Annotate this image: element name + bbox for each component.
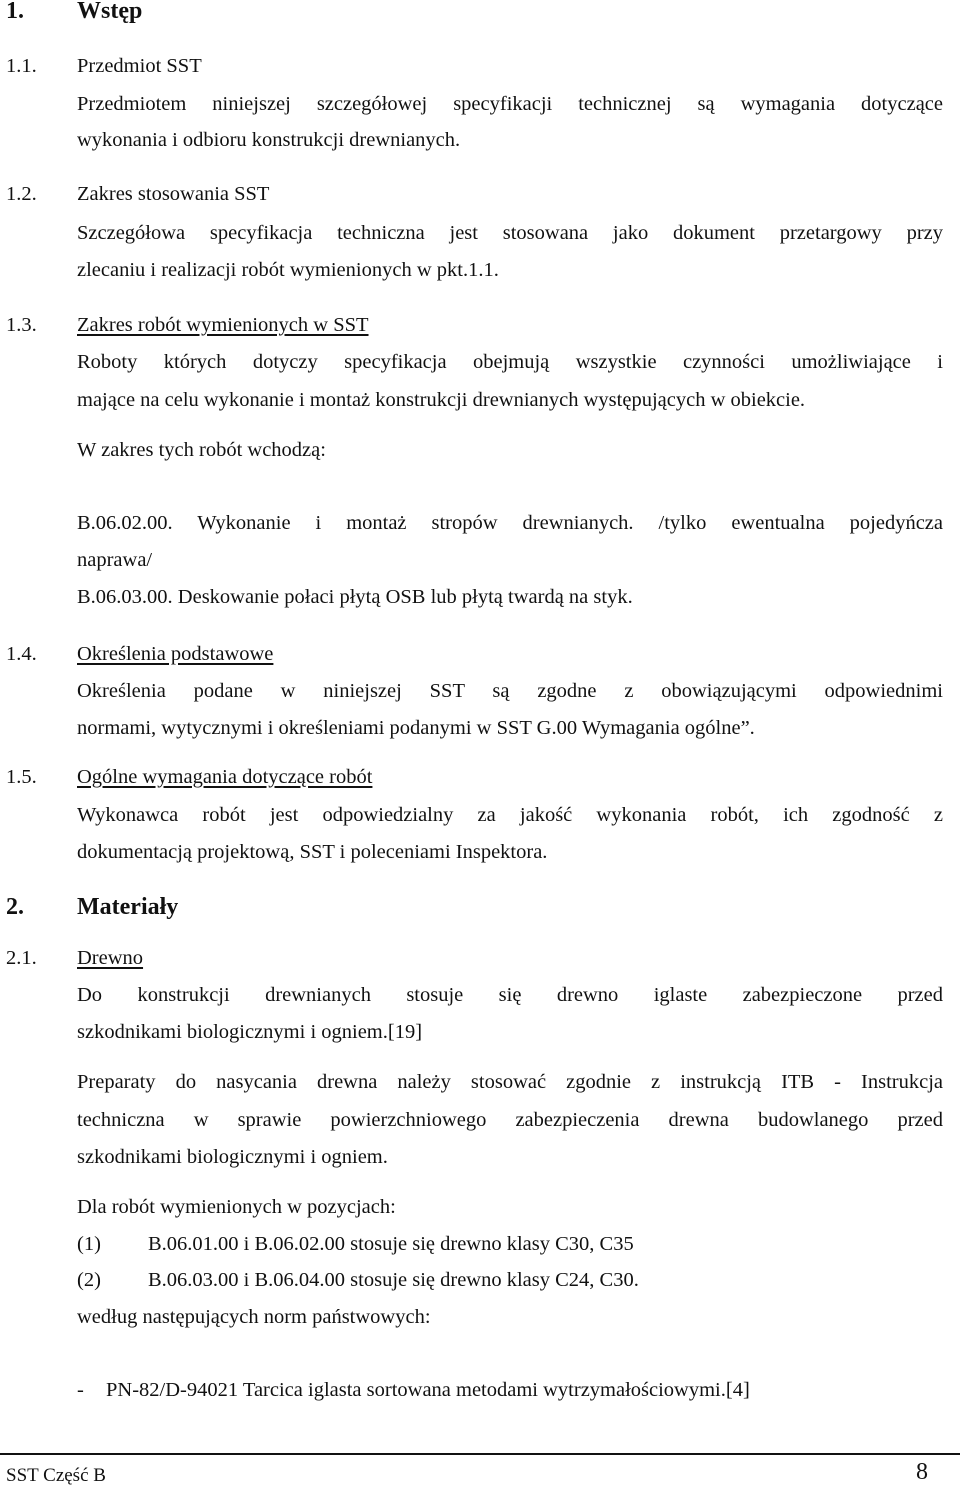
section-1-number: 1.	[6, 0, 24, 24]
standard-item-text: PN-82/D-94021 Tarcica iglasta sortowana metodami wytrzymałościowymi.[4]	[106, 1379, 750, 1401]
list-item-2-number: (2)	[77, 1269, 101, 1291]
section-1-2-title: Zakres stosowania SST	[77, 183, 270, 205]
section-1-4-number: 1.4.	[6, 643, 37, 665]
section-1-3-line-3: W zakres tych robót wchodzą:	[77, 439, 326, 461]
section-2-1-para-4: według następujących norm państwowych:	[77, 1306, 431, 1328]
section-2-number: 2.	[6, 894, 24, 920]
section-1-4-title: Określenia podstawowe	[77, 643, 274, 665]
section-1-title: Wstęp	[77, 0, 143, 24]
section-2-1-number: 2.1.	[6, 947, 37, 969]
section-2-1-para-2-line-1: Preparaty do nasycania drewna należy stosować zgodnie z instrukcją ITB - Instrukcja	[77, 1071, 943, 1093]
section-1-5-line-2: dokumentacją projektową, SST i poleceniami Inspektora.	[77, 841, 548, 863]
section-1-3-item-1: B.06.02.00. Wykonanie i montaż stropów drewnianych. /tylko ewentualna pojedyńcza	[77, 512, 943, 534]
section-1-1-line-1: Przedmiotem niniejszej szczegółowej specyfikacji technicznej są wymagania dotyczące	[77, 93, 943, 115]
footer-rule	[0, 1453, 960, 1455]
footer-label: SST Część B	[6, 1465, 106, 1486]
section-1-5-line-1: Wykonawca robót jest odpowiedzialny za jakość wykonania robót, ich zgodność z	[77, 804, 943, 826]
section-1-5-title: Ogólne wymagania dotyczące robót	[77, 766, 373, 788]
section-1-3-item-2: B.06.03.00. Deskowanie połaci płytą OSB lub płytą twardą na styk.	[77, 586, 633, 608]
section-2-1-para-1-line-1: Do konstrukcji drewnianych stosuje się drewno iglaste zabezpieczone przed	[77, 984, 943, 1006]
section-1-3-line-2: mające na celu wykonanie i montaż konstrukcji drewnianych występujących w obiekcie.	[77, 389, 806, 411]
section-2-1-para-1-line-2: szkodnikami biologicznymi i ogniem.[19]	[77, 1021, 423, 1043]
list-item-1-text: B.06.01.00 i B.06.02.00 stosuje się drewno klasy C30, C35	[148, 1233, 634, 1255]
section-1-1-title: Przedmiot SST	[77, 55, 202, 77]
section-2-1-para-3: Dla robót wymienionych w pozycjach:	[77, 1196, 396, 1218]
section-1-4-line-2: normami, wytycznymi i określeniami podanymi w SST G.00 Wymagania ogólne”.	[77, 717, 755, 739]
list-item-1-number: (1)	[77, 1233, 101, 1255]
section-1-3-item-1-cont: naprawa/	[77, 549, 153, 571]
section-1-2-line-2: zlecaniu i realizacji robót wymienionych w pkt.1.1.	[77, 259, 499, 281]
section-2-title: Materiały	[77, 894, 179, 920]
section-1-1-number: 1.1.	[6, 55, 37, 77]
section-2-1-title: Drewno	[77, 947, 144, 969]
section-1-3-number: 1.3.	[6, 314, 37, 336]
section-1-3-title: Zakres robót wymienionych w SST	[77, 314, 369, 336]
section-1-2-line-1: Szczegółowa specyfikacja techniczna jest stosowana jako dokument przetargowy przy	[77, 222, 943, 244]
section-2-1-para-2-line-3: szkodnikami biologicznymi i ogniem.	[77, 1146, 388, 1168]
section-1-3-line-1: Roboty których dotyczy specyfikacja obejmują wszystkie czynności umożliwiające i	[77, 351, 943, 373]
list-item-2-text: B.06.03.00 i B.06.04.00 stosuje się drewno klasy C24, C30.	[148, 1269, 639, 1291]
standard-dash: -	[77, 1379, 84, 1401]
section-1-4-line-1: Określenia podane w niniejszej SST są zgodne z obowiązującymi odpowiednimi	[77, 680, 943, 702]
section-2-1-para-2-line-2: techniczna w sprawie powierzchniowego zabezpieczenia drewna budowlanego przed	[77, 1109, 943, 1131]
section-1-2-number: 1.2.	[6, 183, 37, 205]
section-1-1-line-2: wykonania i odbioru konstrukcji drewnianych.	[77, 129, 461, 151]
page-number: 8	[916, 1459, 928, 1485]
section-1-5-number: 1.5.	[6, 766, 37, 788]
